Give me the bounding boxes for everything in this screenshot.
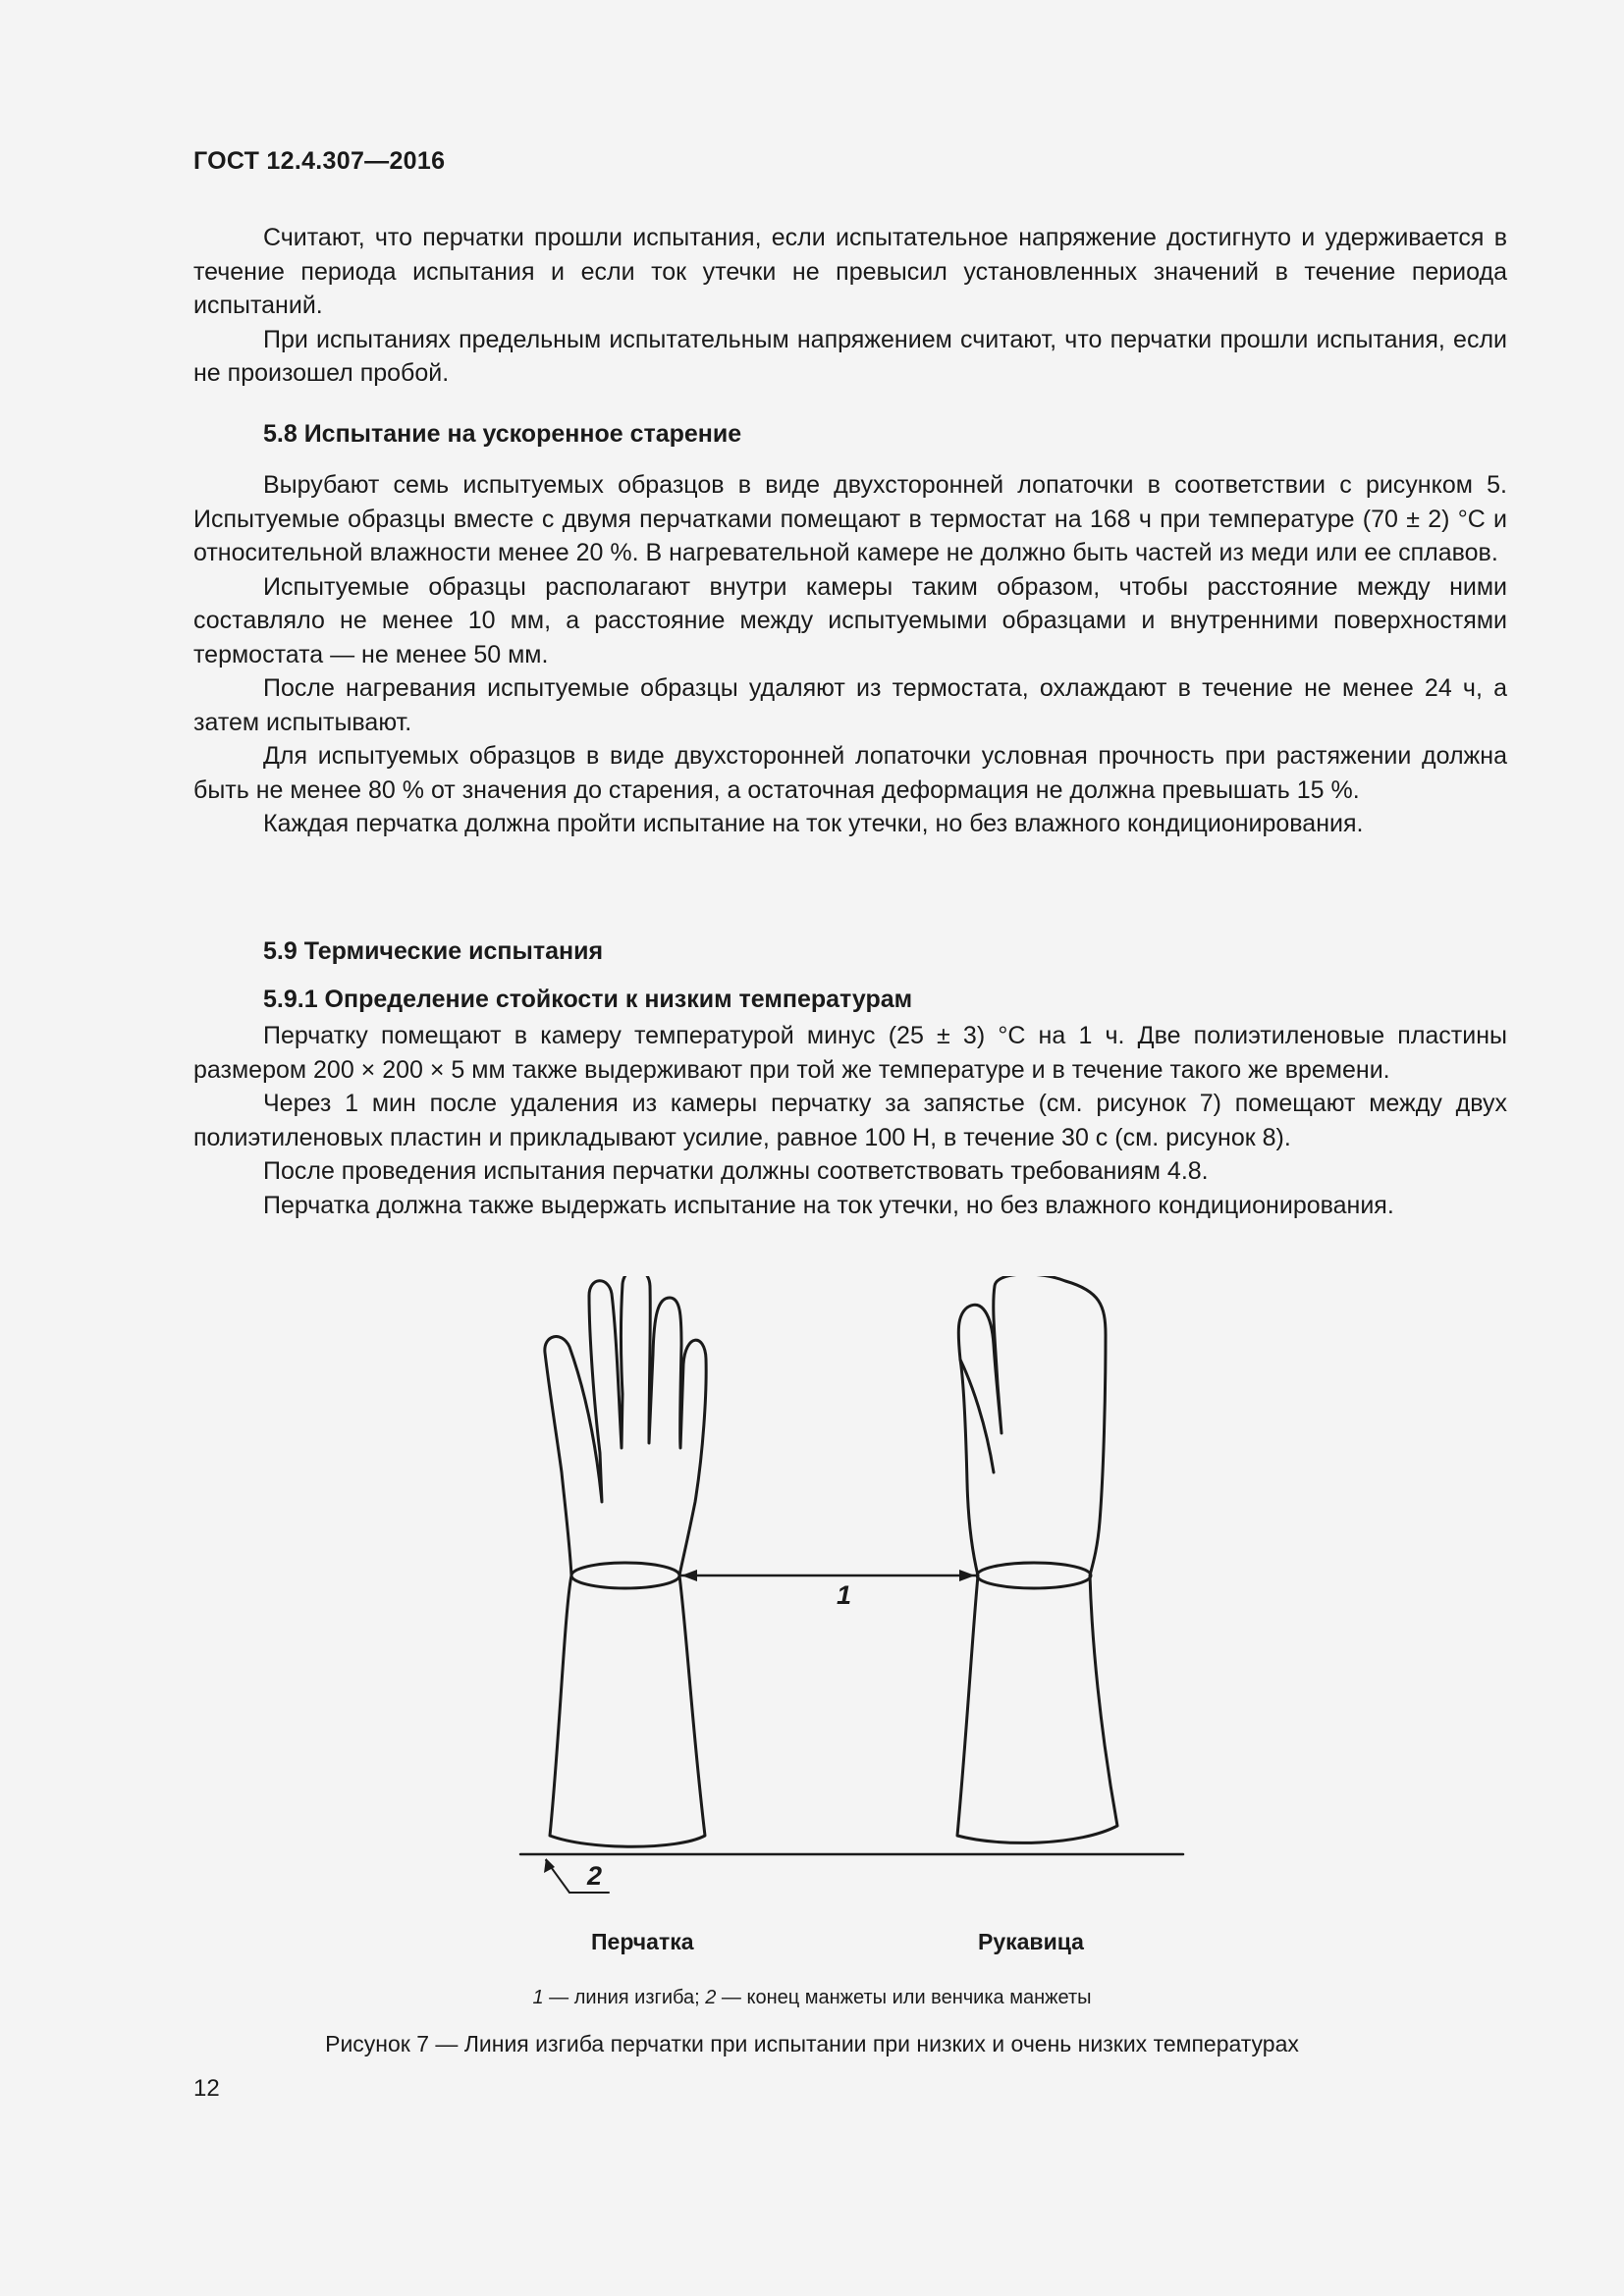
paragraph: После нагревания испытуемые образцы удаляют из термостата, охлаждают в течение не менее 24 ч, а затем испытывают.: [193, 674, 1507, 736]
mitten-name: Рукавица: [978, 1929, 1084, 1954]
paragraph: Вырубают семь испытуемых образцов в виде двухсторонней лопаточки в соответствии с рисунком 5. Испытуемые образцы вместе с двумя перчатками помещают в термостат на 168 ч при температуре (70 ± 2) °С и относительной влажности менее 20 %. В нагревательной камере не должно быть частей из меди или ее сплавов.: [193, 471, 1507, 566]
paragraph: Считают, что перчатки прошли испытания, если испытательное напряжение достигнуто и удерживается в течение периода испытания и если ток утечки не превысил установленных значений в течение периода испытаний.: [193, 224, 1507, 319]
paragraph: Через 1 мин после удаления из камеры перчатку за запястье (см. рисунок 7) помещают между двух полиэтиленовых пластин и прикладывают усилие, равное 100 Н, в течение 30 с (см. рисунок 8).: [193, 1090, 1507, 1151]
paragraph: Для испытуемых образцов в виде двухсторонней лопаточки условная прочность при растяжении должна быть не менее 80 % от значения до старения, а остаточная деформация не должна превышать 15 %.: [193, 742, 1507, 804]
cuff-end-label: 2: [587, 1861, 603, 1891]
section-5-8-text: [193, 468, 1507, 841]
paragraph: Перчатку помещают в камеру температурой минус (25 ± 3) °С на 1 ч. Две полиэтиленовые пластины размером 200 × 200 × 5 мм также выдерживают при той же температуре и в течение такого же времени.: [193, 1022, 1507, 1084]
mitten-outline: [957, 1276, 1117, 1842]
section-heading-5-9: 5.9 Термические испытания: [263, 937, 604, 965]
section-5-9-1-text: [193, 1019, 1507, 1222]
glove-outline: [545, 1276, 706, 1846]
section-heading-5-9-1: 5.9.1 Определение стойкости к низким температурам: [263, 986, 913, 1013]
legend-text-2: — конец манжеты или венчика манжеты: [716, 1987, 1092, 2008]
paragraph: Каждая перчатка должна пройти испытание на ток утечки, но без влажного кондиционирования.: [263, 810, 1364, 837]
paragraph: Перчатка должна также выдержать испытание на ток утечки, но без влажного кондиционирования.: [263, 1191, 1394, 1219]
paragraph: Испытуемые образцы располагают внутри камеры таким образом, чтобы расстояние между ними составляло не менее 10 мм, а расстояние между испытуемыми образцами и внутренними поверхностями термостата — не менее 50 мм.: [193, 572, 1507, 668]
legend-num-1: 1: [532, 1987, 544, 2008]
bend-line-arrow: [681, 1570, 975, 1581]
figure-legend: [0, 1987, 1624, 2009]
paragraph: После проведения испытания перчатки должны соответствовать требованиям 4.8.: [263, 1157, 1209, 1185]
paragraph: При испытаниях предельным испытательным напряжением считают, что перчатки прошли испытания, если не произошел пробой.: [193, 325, 1507, 387]
legend-num-2: 2: [705, 1987, 717, 2008]
legend-text-1: — линия изгиба;: [543, 1987, 706, 2008]
intro-text: [193, 221, 1507, 391]
bend-line-label: 1: [837, 1580, 852, 1610]
document-header: ГОСТ 12.4.307—2016: [193, 147, 446, 175]
section-heading-5-8: 5.8 Испытание на ускоренное старение: [263, 420, 742, 448]
figure-7: [511, 1276, 1198, 1983]
glove-diagram: [511, 1276, 1198, 1983]
glove-name: Перчатка: [591, 1929, 694, 1954]
figure-caption: Рисунок 7 — Линия изгиба перчатки при испытании при низких и очень низких температурах: [325, 2031, 1299, 2056]
page-number: 12: [193, 2075, 220, 2102]
